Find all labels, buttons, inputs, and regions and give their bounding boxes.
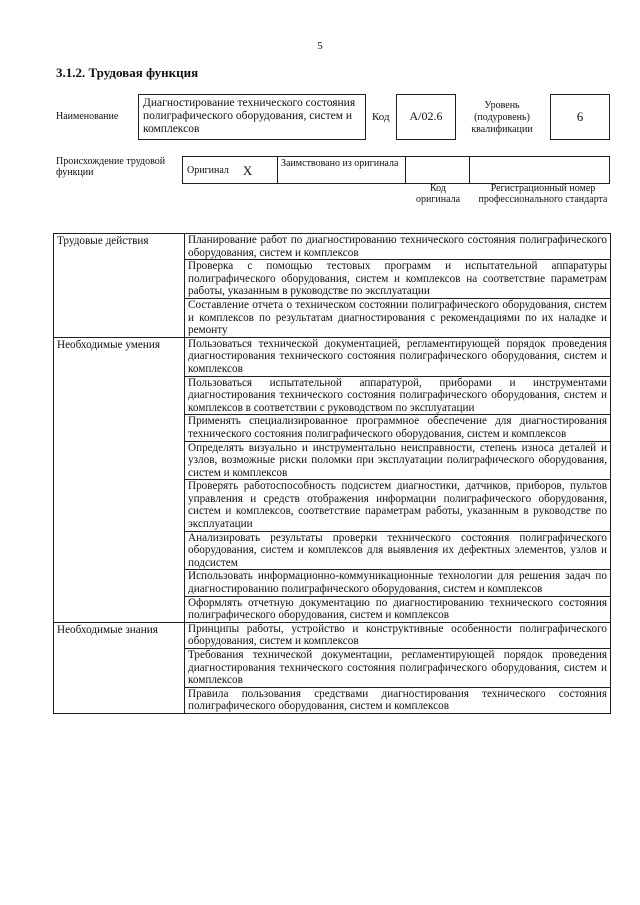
description-cell: Составление отчета о техническом состоянии полиграфического оборудования, систем и комплексов по результатам диагностирования с рекомендациями по их наладке и ремонту	[185, 298, 611, 337]
borrowed-cell: Заимствовано из оригинала	[278, 156, 406, 184]
description-cell: Принципы работы, устройство и конструктивные особенности полиграфического оборудования, систем и комплексов	[185, 622, 611, 648]
section-title: 3.1.2. Трудовая функция	[56, 65, 199, 80]
origin-row	[182, 156, 610, 184]
level-label: Уровень (подуровень) квалификации	[471, 100, 533, 135]
reg-number-label: Регистрационный номер профессионального стандарта	[478, 183, 608, 205]
code-original-label: Код оригинала	[415, 183, 461, 205]
code-value-box: А/02.6	[396, 94, 456, 140]
description-cell: Требования технической документации, регламентирующей порядок проведения диагностирования технического состояния полиграфического оборудования, систем и комплексов	[185, 649, 611, 688]
description-cell: Использовать информационно-коммуникационные технологии для решения задач по диагностированию полиграфического оборудования, систем и комплексов	[185, 570, 611, 596]
original-label: Оригинал	[187, 164, 229, 176]
origin-label: Происхождение трудовой функции	[56, 156, 166, 178]
description-cell: Применять специализированное программное обеспечение для диагностирования технического состояния полиграфического оборудования, систем и комплексов	[185, 415, 611, 441]
description-cell: Пользоваться технической документацией, регламентирующей порядок проведения диагностирования технического состояния полиграфического оборудования, систем и комплексов	[185, 337, 611, 376]
description-cell: Оформлять отчетную документацию по диагностированию технического состояния полиграфического оборудования, систем и комплексов	[185, 596, 611, 622]
description-cell: Пользоваться испытательной аппаратурой, приборами и инструментами диагностирования технического состояния полиграфического оборудования, систем и комплексов в соответствии с руководством по эксплуатации	[185, 376, 611, 415]
description-cell: Правила пользования средствами диагностирования технического состояния полиграфического оборудования, систем и комплексов	[185, 687, 611, 713]
table-row	[54, 234, 611, 260]
description-cell: Планирование работ по диагностированию технического состояния полиграфического оборудования, систем и комплексов	[185, 234, 611, 260]
labor-function-table	[53, 233, 611, 714]
description-cell: Определять визуально и инструментально неисправности, степень износа деталей и узлов, возможные риски поломки при эксплуатации полиграфического оборудования, систем и комплексов	[185, 441, 611, 480]
category-cell: Необходимые знания	[54, 622, 185, 713]
category-cell: Необходимые умения	[54, 337, 185, 622]
page-number: 5	[317, 40, 323, 52]
code-original-cell	[406, 156, 470, 184]
description-cell: Анализировать результаты проверки технического состояния полиграфического оборудования, систем и комплексов для выявления их дефектных элементов, узлов и подсистем	[185, 531, 611, 570]
description-cell: Проверка с помощью тестовых программ и испытательной аппаратуры полиграфического оборудования, систем и комплексов на соответствие параметрам работы, указанным в руководстве по эксплуатации	[185, 260, 611, 299]
description-cell: Проверять работоспособность подсистем диагностики, датчиков, приборов, пультов управления и средств отображения информации полиграфического оборудования, систем и комплексов, соответствие параметрам работы, указанным в руководстве по эксплуатации	[185, 480, 611, 531]
table-row	[54, 337, 611, 376]
origin-original-cell	[182, 156, 278, 184]
code-label: Код	[372, 111, 390, 123]
reg-number-cell	[470, 156, 610, 184]
category-cell: Трудовые действия	[54, 234, 185, 338]
level-value-box: 6	[550, 94, 610, 140]
table-row	[54, 622, 611, 648]
name-label: Наименование	[56, 111, 119, 122]
function-name-box: Диагностирование технического состояния полиграфического оборудования, систем и комплексов	[138, 94, 366, 140]
original-mark: X	[242, 162, 253, 178]
